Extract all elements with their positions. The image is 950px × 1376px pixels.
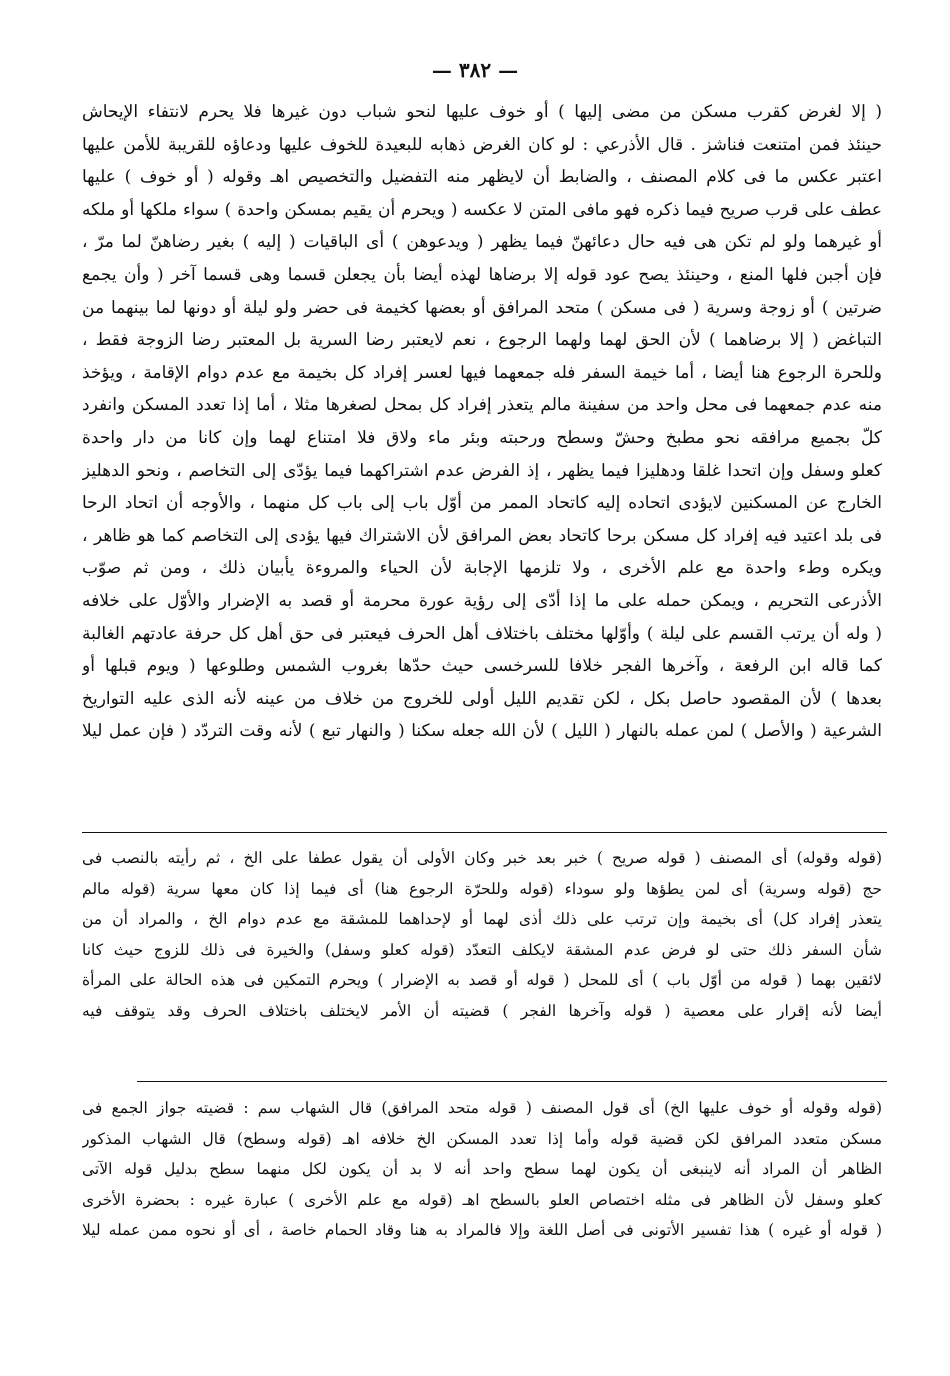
main-line: ( إلا لغرض كقرب مسكن من مضى إليها ) أو خوف عليها لنحو شباب دون غيرها فلا يحرم لانتفاء الإيحاش <box>82 102 882 122</box>
main-line: كما قاله ابن الرفعة ، وآخرها الفجر خلافا للسرخسى حيث حدّها بغروب الشمس وطلوعها ( ويوم قبلها أو <box>82 656 882 677</box>
main-line: ( وله أن يرتب القسم على ليلة ) وأوّلها مختلف باختلاف أهل الحرف فيعتبر فى حق أهل كل حرفة عادتهم الغالبة <box>82 623 882 644</box>
footnote-block-1 <box>82 843 882 1027</box>
main-line: كلّ بجميع مرافقه نحو مطبخ وحشّ وسطح ورحبته وبئر ماء ولاق فلا امتناع لهما وإن كانا من دار واحدة <box>82 427 882 448</box>
main-line: الأذرعى التحريم ، ويمكن حمله على ما إذا أدّى إلى رؤية عورة محرمة أو قصد به الإضرار والأوّل على خلافه <box>82 590 882 611</box>
main-line: التباغض ( إلا برضاهما ) لأن الحق لهما ولهما الرجوع ، نعم لايعتبر رضا السرية بل المعتبر رضا الزوجة فقط ، <box>82 330 882 351</box>
main-line: ضرتين ) أو زوجة وسرية ( فى مسكن ) متحد المرافق أو بعضها كخيمة فى حضر ولو ليلة أو دونها لما بينهما من <box>82 297 882 318</box>
footnote-line: أيضا لأنه إقرار على معصية ( قوله وآخرها الفجر ) قضيته أن الأمر لايختلف باختلاف الحرف وقد يتوقف فيه <box>82 1001 882 1020</box>
footnote-line: مسكن متعدد المرافق لكن قضية قوله وأما إذا تعدد المسكن الخ خلافه اهـ (قوله وسطح) قال الشهاب المذكور <box>82 1129 882 1148</box>
main-line: فإن أجبن فلها المنع ، وحينئذ يصح عود قوله إلا برضاها لهذه أيضا بأن يجعلن قسما وهى قسما آخر ( وأن يجمع <box>82 264 882 285</box>
page-number: — ٣٨٢ — <box>431 58 519 82</box>
main-line: الخارج عن المسكنين لايؤدى اتحاده إليه كاتحاد الممر من أوّل باب إلى باب كل منهما ، والأوجه أن اتحاد الرحا <box>82 493 882 514</box>
main-line: أو غيرهما ولو لم تكن هى فيه حال دعائهنّ فيما يظهر ( ويدعوهن ) أى الباقيات ( إليه ) بغير رضاهنّ لما مرّ ، <box>82 232 882 253</box>
main-line: فى بلد اعتيد فيه إفراد كل مسكن برحا كاتحاد بعض المرافق لأن الاشتراك فيها يؤدى إلى التخاصم كما هو ظاهر ، <box>82 525 882 546</box>
footnote-line: الظاهر أن المراد أنه لاينبغى أن يكون لهما سطح واحد أنه لا بد أن يكون لكل منهما سطح بدليل قوله الآتى <box>82 1160 882 1179</box>
main-line: منه عدم جمعهما فى محل واحد من سفينة مالم يتعذر إفراد كل بمحل لصغرها مثلا ، أما إذا تعدد المسكن وانفرد <box>82 395 882 416</box>
main-line: الشرعية ( والأصل ) لمن عمله بالنهار ( الليل ) لأن الله جعله سكنا ( والنهار تبع ) لأنه وقت التردّد ( فإن عمل ليلا <box>82 721 882 742</box>
main-line: حينئذ فمن امتنعت فناشز . قال الأذرعي : لو كان الغرض ذهابه للبعيدة للخوف عليها ودعاؤه للقريبة للأمن عليها <box>82 134 882 155</box>
footnote-line: شأن السفر ذلك حتى لو فرض عدم المشقة لايكلف التعدّد (قوله كعلو وسفل) والخيرة فى ذلك للزوج حيث كانا <box>82 940 882 959</box>
footnote-line: (قوله وقوله) أى المصنف ( قوله صريح ) خبر بعد خبر وكان الأولى أن يقول عطفا على الخ ، ثم رأيته بالنصب فى <box>82 849 882 867</box>
main-line: بعدها ) لأن المقصود حاصل بكل ، لكن تقديم الليل أولى للخروج من خلاف من عينه لأنه الذى عليه التواريخ <box>82 688 882 709</box>
footnote-line: حج (قوله وسرية) أى لمن يطؤها ولو سوداء (قوله وللحرّة الرجوع هنا) أى فيما إذا كان معها سرية (قوله مالم <box>82 879 882 898</box>
main-line: وللحرة الرجوع هنا أيضا ، أما خيمة السفر فله جمعهما فيها لعسر إفراد كل بخيمة مع عدم دوام الإقامة ، ويؤخذ <box>82 362 882 383</box>
footnote-block-2 <box>82 1093 882 1246</box>
separator-line <box>82 832 887 833</box>
separator-line <box>137 1081 887 1082</box>
footnote-line: (قوله وقوله أو خوف عليها الخ) أى قول المصنف ( قوله متحد المرافق) قال الشهاب سم : قضيته جواز الجمع فى <box>82 1099 882 1117</box>
main-line: اعتبر عكس ما فى كلام المصنف ، والضابط أن لايظهر منه التفضيل والتخصيص اهـ وقوله ( أو خوف ) عليها <box>82 167 882 188</box>
footnote-line: لائقين بهما ( قوله من أوّل باب ) أى للمحل ( قوله أو قصد به الإضرار ) ويحرم التمكين فى هذه الحالة على المرأة <box>82 971 882 990</box>
footnote-line: يتعذر إفراد كل) أى بخيمة وإن ترتب على ذلك أذى لهما أو لإحداهما للمشقة مع عدم دوام الخ ، والمراد أن من <box>82 910 882 929</box>
footnote-line: كعلو وسفل لأن الظاهر فى مثله اختصاص العلو بالسطح اهـ (قوله مع علم الأخرى ) عبارة غيره : بحضرة الأخرى <box>82 1190 882 1209</box>
main-line: عطف على قرب صريح فيما ذكره فهو مافى المتن لا عكسه ( ويحرم أن يقيم بمسكن واحدة ) سواء ملكها أو ملكه <box>82 199 882 220</box>
footnote-line: ( قوله أو غيره ) هذا تفسير الأتونى فى أصل اللغة وإلا فالمراد به هنا وقاد الحمام خاصة ، أى أو نحوه ممن عمله ليلا <box>82 1221 882 1240</box>
main-line: ويكره وطء واحدة مع علم الأخرى ، ولا تلزمها الإجابة لأن الحياء والمروءة يأبيان ذلك ، ومن ثم صوّب <box>82 558 882 579</box>
main-text <box>82 96 882 748</box>
main-line: كعلو وسفل وإن اتحدا غلقا ودهليزا فيما يظهر ، إذ الفرض عدم اشتراكهما فيما يؤدّى إلى التخاصم ، ونحو الدهليز <box>82 460 882 481</box>
